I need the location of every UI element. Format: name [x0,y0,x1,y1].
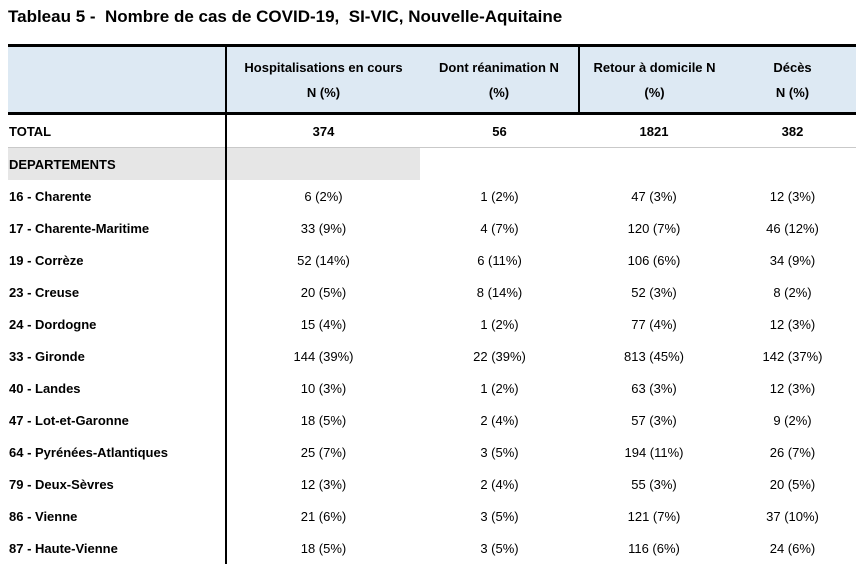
table-title: Tableau 5 - Nombre de cas de COVID-19, SI-VIC, Nouvelle-Aquitaine [8,7,562,27]
table-row [8,372,856,404]
cell-deces: 24 (6%) [729,532,856,564]
column-header-line: Dont réanimation N [423,55,575,80]
cell-hospitalisations: 10 (3%) [226,372,420,404]
cell-hospitalisations: 144 (39%) [226,340,420,372]
table-row [8,212,856,244]
cell-reanimation: 1 (2%) [420,180,579,212]
column-header-line: (%) [583,80,726,105]
cell-retour-domicile: 52 (3%) [579,276,729,308]
table-row [8,308,856,340]
cell-hospitalisations: 52 (14%) [226,244,420,276]
total-deces: 382 [729,114,856,148]
column-header-line: Hospitalisations en cours [230,55,417,80]
column-header-hospitalisations [226,46,420,114]
cell-deces: 12 (3%) [729,308,856,340]
table-row [8,404,856,436]
table-header [8,46,856,114]
cell-hospitalisations: 18 (5%) [226,404,420,436]
table-row [8,532,856,564]
cell-deces: 34 (9%) [729,244,856,276]
cell-deces: 20 (5%) [729,468,856,500]
cell-deces: 12 (3%) [729,180,856,212]
column-header-reanimation [420,46,579,114]
cell-reanimation: 8 (14%) [420,276,579,308]
cell-reanimation: 2 (4%) [420,404,579,436]
column-header-line: N (%) [230,80,417,105]
cell-hospitalisations: 6 (2%) [226,180,420,212]
cell-reanimation: 1 (2%) [420,372,579,404]
cell-hospitalisations: 25 (7%) [226,436,420,468]
department-label: 47 - Lot-et-Garonne [8,404,226,436]
department-label: 16 - Charente [8,180,226,212]
table-body [8,114,856,564]
cell-reanimation: 3 (5%) [420,532,579,564]
department-label: 40 - Landes [8,372,226,404]
cell-deces: 46 (12%) [729,212,856,244]
table-row [8,468,856,500]
table-row [8,436,856,468]
cell-retour-domicile: 121 (7%) [579,500,729,532]
section-cell [420,148,579,181]
cell-retour-domicile: 813 (45%) [579,340,729,372]
cell-retour-domicile: 106 (6%) [579,244,729,276]
cell-hospitalisations: 15 (4%) [226,308,420,340]
department-label: 24 - Dordogne [8,308,226,340]
section-cell [226,148,420,181]
column-header-line: Retour à domicile N [583,55,726,80]
cell-retour-domicile: 63 (3%) [579,372,729,404]
cell-hospitalisations: 12 (3%) [226,468,420,500]
total-retour-domicile: 1821 [579,114,729,148]
department-label: 19 - Corrèze [8,244,226,276]
column-header-deces [729,46,856,114]
cell-retour-domicile: 120 (7%) [579,212,729,244]
cell-reanimation: 3 (5%) [420,500,579,532]
cell-deces: 37 (10%) [729,500,856,532]
header-row [8,46,856,114]
cell-deces: 12 (3%) [729,372,856,404]
cell-hospitalisations: 18 (5%) [226,532,420,564]
total-row [8,114,856,148]
column-header-line: N (%) [732,80,853,105]
department-label: 23 - Creuse [8,276,226,308]
covid-cases-table [8,44,856,564]
section-row [8,148,856,181]
department-label: 86 - Vienne [8,500,226,532]
table-row [8,244,856,276]
total-hospitalisations: 374 [226,114,420,148]
department-label: 87 - Haute-Vienne [8,532,226,564]
cell-deces: 9 (2%) [729,404,856,436]
cell-deces: 26 (7%) [729,436,856,468]
header-corner [8,46,226,114]
cell-reanimation: 4 (7%) [420,212,579,244]
cell-retour-domicile: 55 (3%) [579,468,729,500]
column-header-line: Décès [732,55,853,80]
cell-deces: 8 (2%) [729,276,856,308]
cell-hospitalisations: 20 (5%) [226,276,420,308]
cell-retour-domicile: 57 (3%) [579,404,729,436]
cell-retour-domicile: 47 (3%) [579,180,729,212]
cell-reanimation: 6 (11%) [420,244,579,276]
cell-reanimation: 1 (2%) [420,308,579,340]
cell-retour-domicile: 194 (11%) [579,436,729,468]
section-label: DEPARTEMENTS [8,148,226,181]
department-label: 64 - Pyrénées-Atlantiques [8,436,226,468]
cell-deces: 142 (37%) [729,340,856,372]
department-label: 33 - Gironde [8,340,226,372]
column-header-line: (%) [423,80,575,105]
section-cell [729,148,856,181]
cell-reanimation: 2 (4%) [420,468,579,500]
table-row [8,276,856,308]
table-row [8,340,856,372]
cell-retour-domicile: 77 (4%) [579,308,729,340]
table-row [8,180,856,212]
department-label: 17 - Charente-Maritime [8,212,226,244]
section-cell [579,148,729,181]
department-label: 79 - Deux-Sèvres [8,468,226,500]
table-row [8,500,856,532]
cell-hospitalisations: 21 (6%) [226,500,420,532]
total-label: TOTAL [8,114,226,148]
total-reanimation: 56 [420,114,579,148]
cell-reanimation: 3 (5%) [420,436,579,468]
column-header-retour-domicile [579,46,729,114]
cell-reanimation: 22 (39%) [420,340,579,372]
cell-retour-domicile: 116 (6%) [579,532,729,564]
cell-hospitalisations: 33 (9%) [226,212,420,244]
